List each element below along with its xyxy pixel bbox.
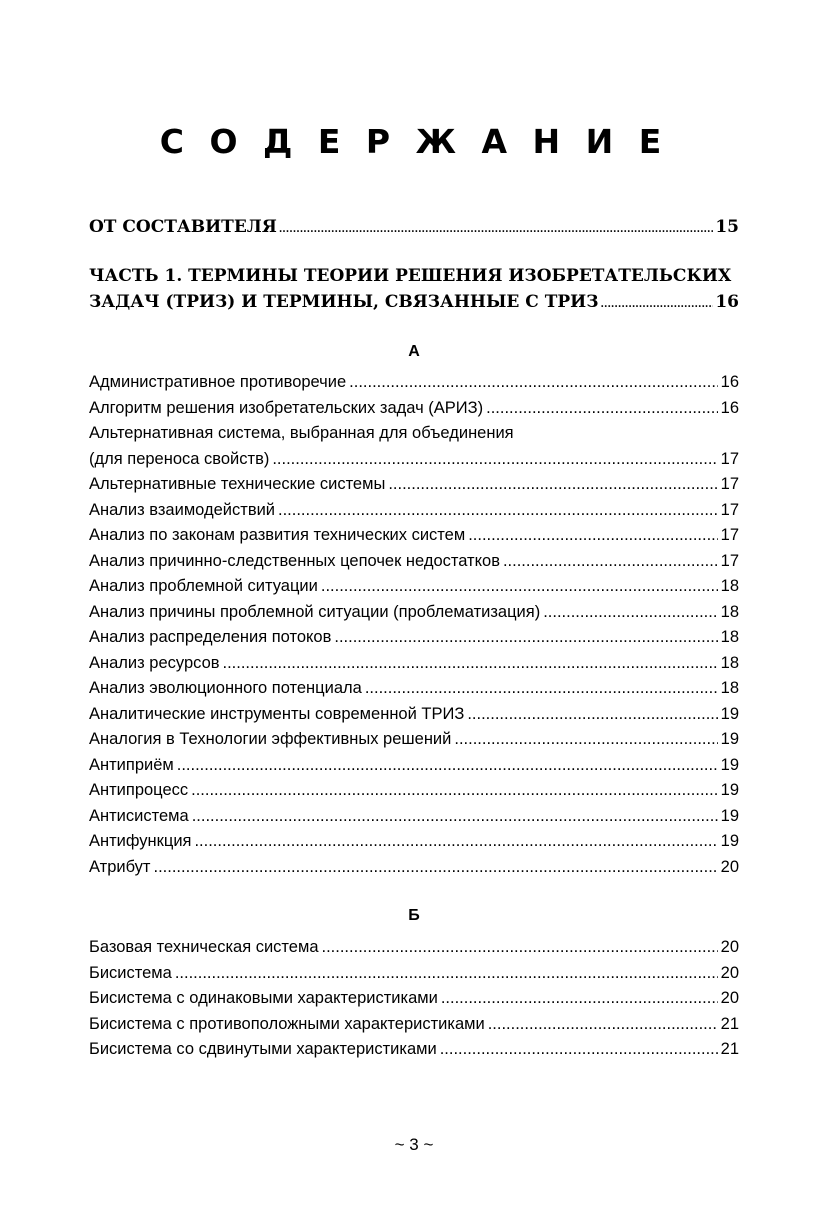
toc-page-number: 19 (720, 730, 739, 748)
dot-leader (349, 370, 717, 396)
toc-entry-label-line1: Альтернативная система, выбранная для объединения (89, 424, 514, 442)
list-item (89, 498, 739, 524)
dot-leader (154, 855, 718, 881)
toc-entry-label: Атрибут (89, 857, 151, 876)
list-item (89, 651, 739, 677)
toc-entry-label: Антиприём (89, 755, 174, 774)
dot-leader (388, 472, 717, 498)
toc-entry-part1 (89, 289, 739, 315)
section-a-list (89, 370, 739, 880)
list-item (89, 961, 739, 987)
list-item (89, 1012, 739, 1038)
toc-entry-label: Анализ проблемной ситуации (89, 577, 318, 595)
dot-leader (177, 753, 718, 779)
toc-page-number: 19 (720, 755, 739, 774)
toc-page-number: 20 (720, 989, 739, 1007)
toc-entry-label: Анализ причины проблемной ситуации (проблематизация) (89, 602, 541, 621)
toc-entry-label: ОТ СОСТАВИТЕЛЯ (89, 217, 277, 237)
toc-page-number: 17 (720, 526, 739, 544)
toc-page-number: 18 (720, 679, 739, 697)
section-letter: А (408, 343, 420, 360)
list-item (89, 829, 739, 855)
dot-leader (175, 961, 718, 987)
dot-leader (486, 396, 718, 422)
toc-page-number: 17 (720, 475, 739, 493)
list-item (89, 472, 739, 498)
dot-leader (321, 574, 718, 600)
toc-page-number: 16 (720, 373, 739, 391)
toc-page-number: 18 (720, 602, 739, 621)
toc-page-number: 15 (715, 217, 739, 237)
dot-leader (488, 1012, 718, 1038)
list-item (89, 600, 739, 626)
toc-page-number: 19 (720, 781, 739, 799)
toc-page-number: 21 (720, 1014, 739, 1033)
list-item (89, 804, 739, 830)
toc-entry-label: Бисистема с противоположными характеристиками (89, 1014, 485, 1033)
list-item (89, 396, 739, 422)
dot-leader (278, 498, 718, 524)
toc-page-number: 19 (720, 704, 739, 723)
list-item (89, 676, 739, 702)
toc-entry-label: Административное противоречие (89, 373, 347, 391)
toc-page-number: 16 (720, 398, 739, 417)
toc-entry-label: Альтернативные технические системы (89, 475, 386, 493)
dot-leader (272, 447, 717, 473)
dot-leader (454, 727, 717, 753)
list-item (89, 549, 739, 575)
toc-entry-label: Бисистема (89, 963, 172, 982)
toc-entry-label: Аналогия в Технологии эффективных решений (89, 730, 452, 748)
toc-entry-preface (89, 214, 739, 240)
toc-entry-label: (для переноса свойств) (89, 449, 270, 468)
dot-leader (543, 600, 717, 626)
dot-leader (440, 1037, 718, 1063)
toc-page-number: 17 (720, 551, 739, 570)
toc-entry-label: Анализ эволюционного потенциала (89, 679, 362, 697)
toc-page-number: 19 (720, 806, 739, 825)
toc-page-number: 18 (720, 577, 739, 595)
toc-page-number: 19 (720, 832, 739, 850)
toc-page-number: 21 (720, 1040, 739, 1058)
dot-leader (467, 702, 717, 728)
dot-leader (191, 778, 718, 804)
toc-page-number: 18 (720, 628, 739, 646)
list-item (89, 702, 739, 728)
list-item (89, 625, 739, 651)
toc-entry-label: Антипроцесс (89, 781, 189, 799)
toc-page-number: 20 (720, 857, 739, 876)
dot-leader (365, 676, 718, 702)
list-item (89, 935, 739, 961)
toc-entry-label: Бисистема со сдвинутыми характеристиками (89, 1040, 437, 1058)
list-item (89, 855, 739, 881)
list-item (89, 370, 739, 396)
toc-entry-label: Анализ причинно-следственных цепочек недостатков (89, 551, 500, 570)
list-item (89, 727, 739, 753)
toc-entry-label: ЗАДАЧ (ТРИЗ) И ТЕРМИНЫ, СВЯЗАННЫЕ С ТРИЗ (89, 292, 599, 312)
toc-page-number: 20 (720, 938, 739, 956)
toc-page-number: 18 (720, 653, 739, 672)
toc-entry-label: Анализ по законам развития технических систем (89, 526, 466, 544)
toc-page-number: 20 (720, 963, 739, 982)
dot-leader (192, 804, 718, 830)
list-item (89, 778, 739, 804)
toc-entry-label: Бисистема с одинаковыми характеристиками (89, 989, 438, 1007)
list-item (89, 523, 739, 549)
section-b-list (89, 935, 739, 1063)
toc-entry-label: Антисистема (89, 806, 189, 825)
list-item (89, 447, 739, 473)
dot-leader (441, 986, 718, 1012)
toc-entry-label: Антифункция (89, 832, 192, 850)
list-item (89, 574, 739, 600)
dot-leader (503, 549, 718, 575)
toc-entry-label: Анализ распределения потоков (89, 628, 332, 646)
dot-leader (334, 625, 717, 651)
page-title: С О Д Е Р Ж А Н И Е (159, 122, 669, 161)
toc-entry-label: Аналитические инструменты современной ТРИЗ (89, 704, 465, 723)
page-number-footer: ~ 3 ~ (394, 1135, 434, 1154)
toc-entry-label: Анализ ресурсов (89, 653, 220, 672)
dot-leader (468, 523, 717, 549)
list-item (89, 753, 739, 779)
toc-page-number: 17 (720, 449, 739, 468)
toc-entry-label: Базовая техническая система (89, 938, 319, 956)
dot-leader (600, 300, 713, 310)
toc-entry-label: Анализ взаимодействий (89, 500, 276, 519)
toc-page-number: 17 (720, 500, 739, 519)
list-item (89, 1037, 739, 1063)
list-item (89, 986, 739, 1012)
part-heading-line1: ЧАСТЬ 1. ТЕРМИНЫ ТЕОРИИ РЕШЕНИЯ ИЗОБРЕТАТЕЛЬСКИХ (89, 266, 732, 286)
toc-entry-label: Алгоритм решения изобретательских задач (АРИЗ) (89, 398, 484, 417)
dot-leader (194, 829, 717, 855)
section-letter: Б (408, 907, 420, 924)
dot-leader (279, 225, 714, 235)
dot-leader (322, 935, 718, 961)
dot-leader (223, 651, 718, 677)
toc-page-number: 16 (715, 292, 739, 312)
